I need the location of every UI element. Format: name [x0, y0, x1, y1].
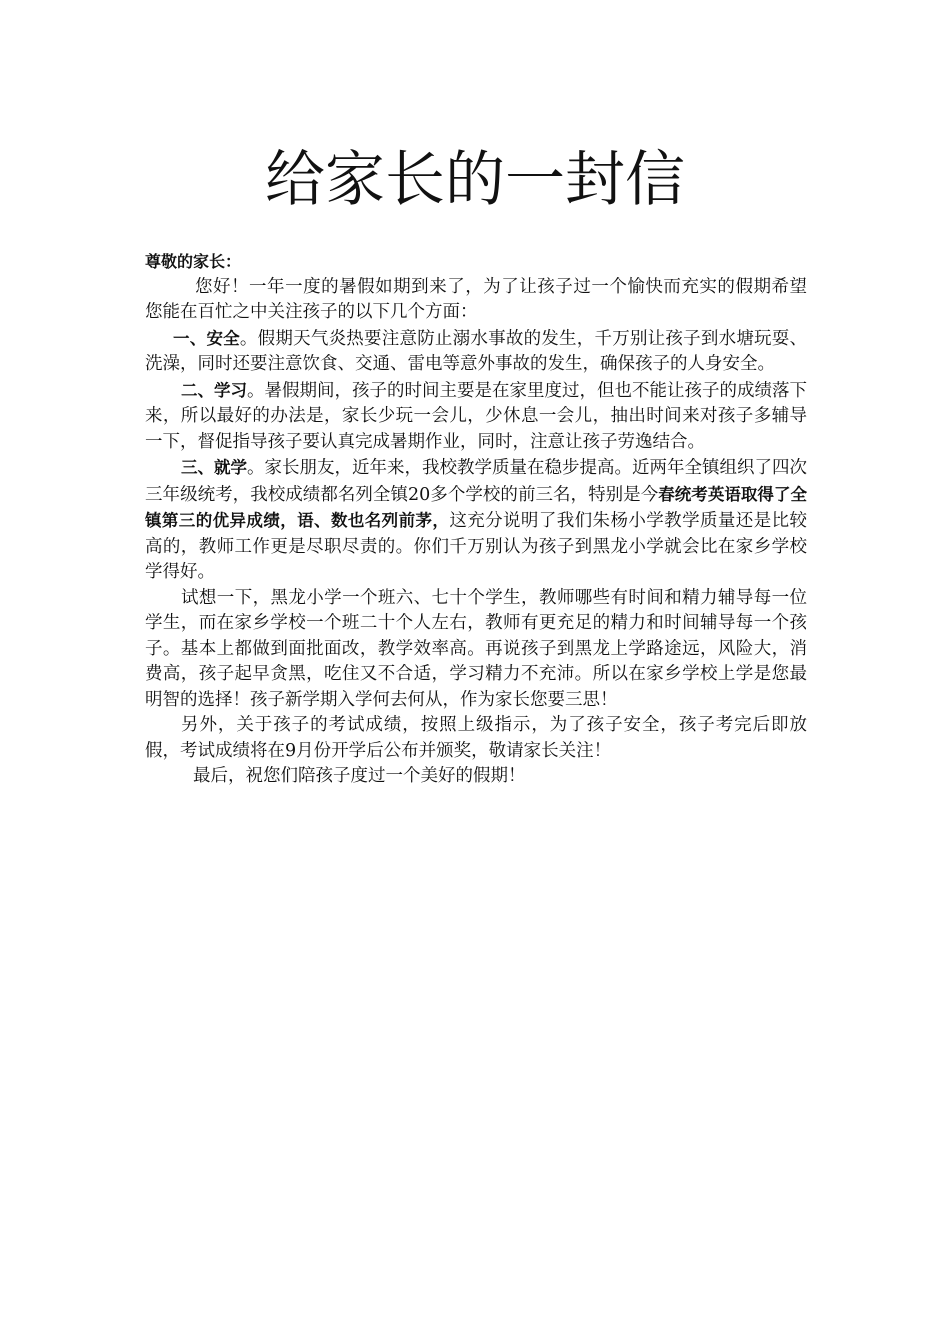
- study-text: 。暑假期间，孩子的时间主要是在家里度过，但也不能让孩子的成绩落下来，所以最好的办法是，家长少玩一会儿，少休息一会儿，抽出时间来对孩子多辅导一下，督促指导孩子要认真完成暑期作业，同时，注意让孩子劳逸结合。: [145, 380, 807, 452]
- salutation: 尊敬的家长：: [145, 252, 242, 271]
- school-text-b: 这充分说明了我们朱杨小学教学质量还是比较高的，教师工作更是尽职尽责的。你们千万别认为孩子到黑龙小学就会比在家乡学校学得好。: [145, 511, 808, 582]
- safety-paragraph: [145, 326, 807, 378]
- intro-paragraph: 您好！一年一度的暑假如期到来了，为了让孩子过一个愉快而充实的假期希望您能在百忙之中关注孩子的以下几个方面：: [145, 276, 807, 322]
- school-text-a: 。家长朋友，近年来，我校教学质量在稳步提高。近两年全镇组织了四次三年级统考，我校成绩都名列全镇20多个学校的前三名，特别是今: [145, 458, 807, 505]
- study-paragraph: [145, 378, 807, 456]
- letter-body: [145, 249, 807, 790]
- exam-paragraph: 另外，关于孩子的考试成绩，按照上级指示，为了孩子安全，孩子考完后即放假，考试成绩将在9月份开学后公布并颁奖，敬请家长关注！: [145, 715, 807, 761]
- safety-text: 。假期天气炎热要注意防止溺水事故的发生，千万别让孩子到水塘玩耍、洗澡，同时还要注意饮食、交通、雷电等意外事故的发生，确保孩子的人身安全。: [145, 328, 808, 374]
- safety-heading: 一、安全: [173, 328, 240, 348]
- closing-paragraph: 最后，祝您们陪孩子度过一个美好的假期！: [193, 766, 526, 786]
- school-highlight: 春统考英语取得了全镇第三的优异成绩，语、数也名列前茅，: [145, 484, 807, 530]
- school-paragraph: [145, 455, 807, 586]
- think-paragraph: 试想一下，黑龙小学一个班六、七十个学生，教师哪些有时间和精力辅导每一位学生，而在家乡学校一个班二十个人左右，教师有更充足的精力和时间辅导每一个孩子。基本上都做到面批面改，教学效率高。再说孩子到黑龙上学路途远，风险大，消费高，孩子起早贪黑，吃住又不合适，学习精力不充沛。所以在家乡学校上学是您最明智的选择！孩子新学期入学何去何从，作为家长您要三思！: [145, 587, 807, 710]
- school-heading: 三、就学: [181, 458, 247, 477]
- study-heading: 二、学习: [181, 380, 247, 400]
- page-title: 给家长的一封信: [265, 145, 685, 215]
